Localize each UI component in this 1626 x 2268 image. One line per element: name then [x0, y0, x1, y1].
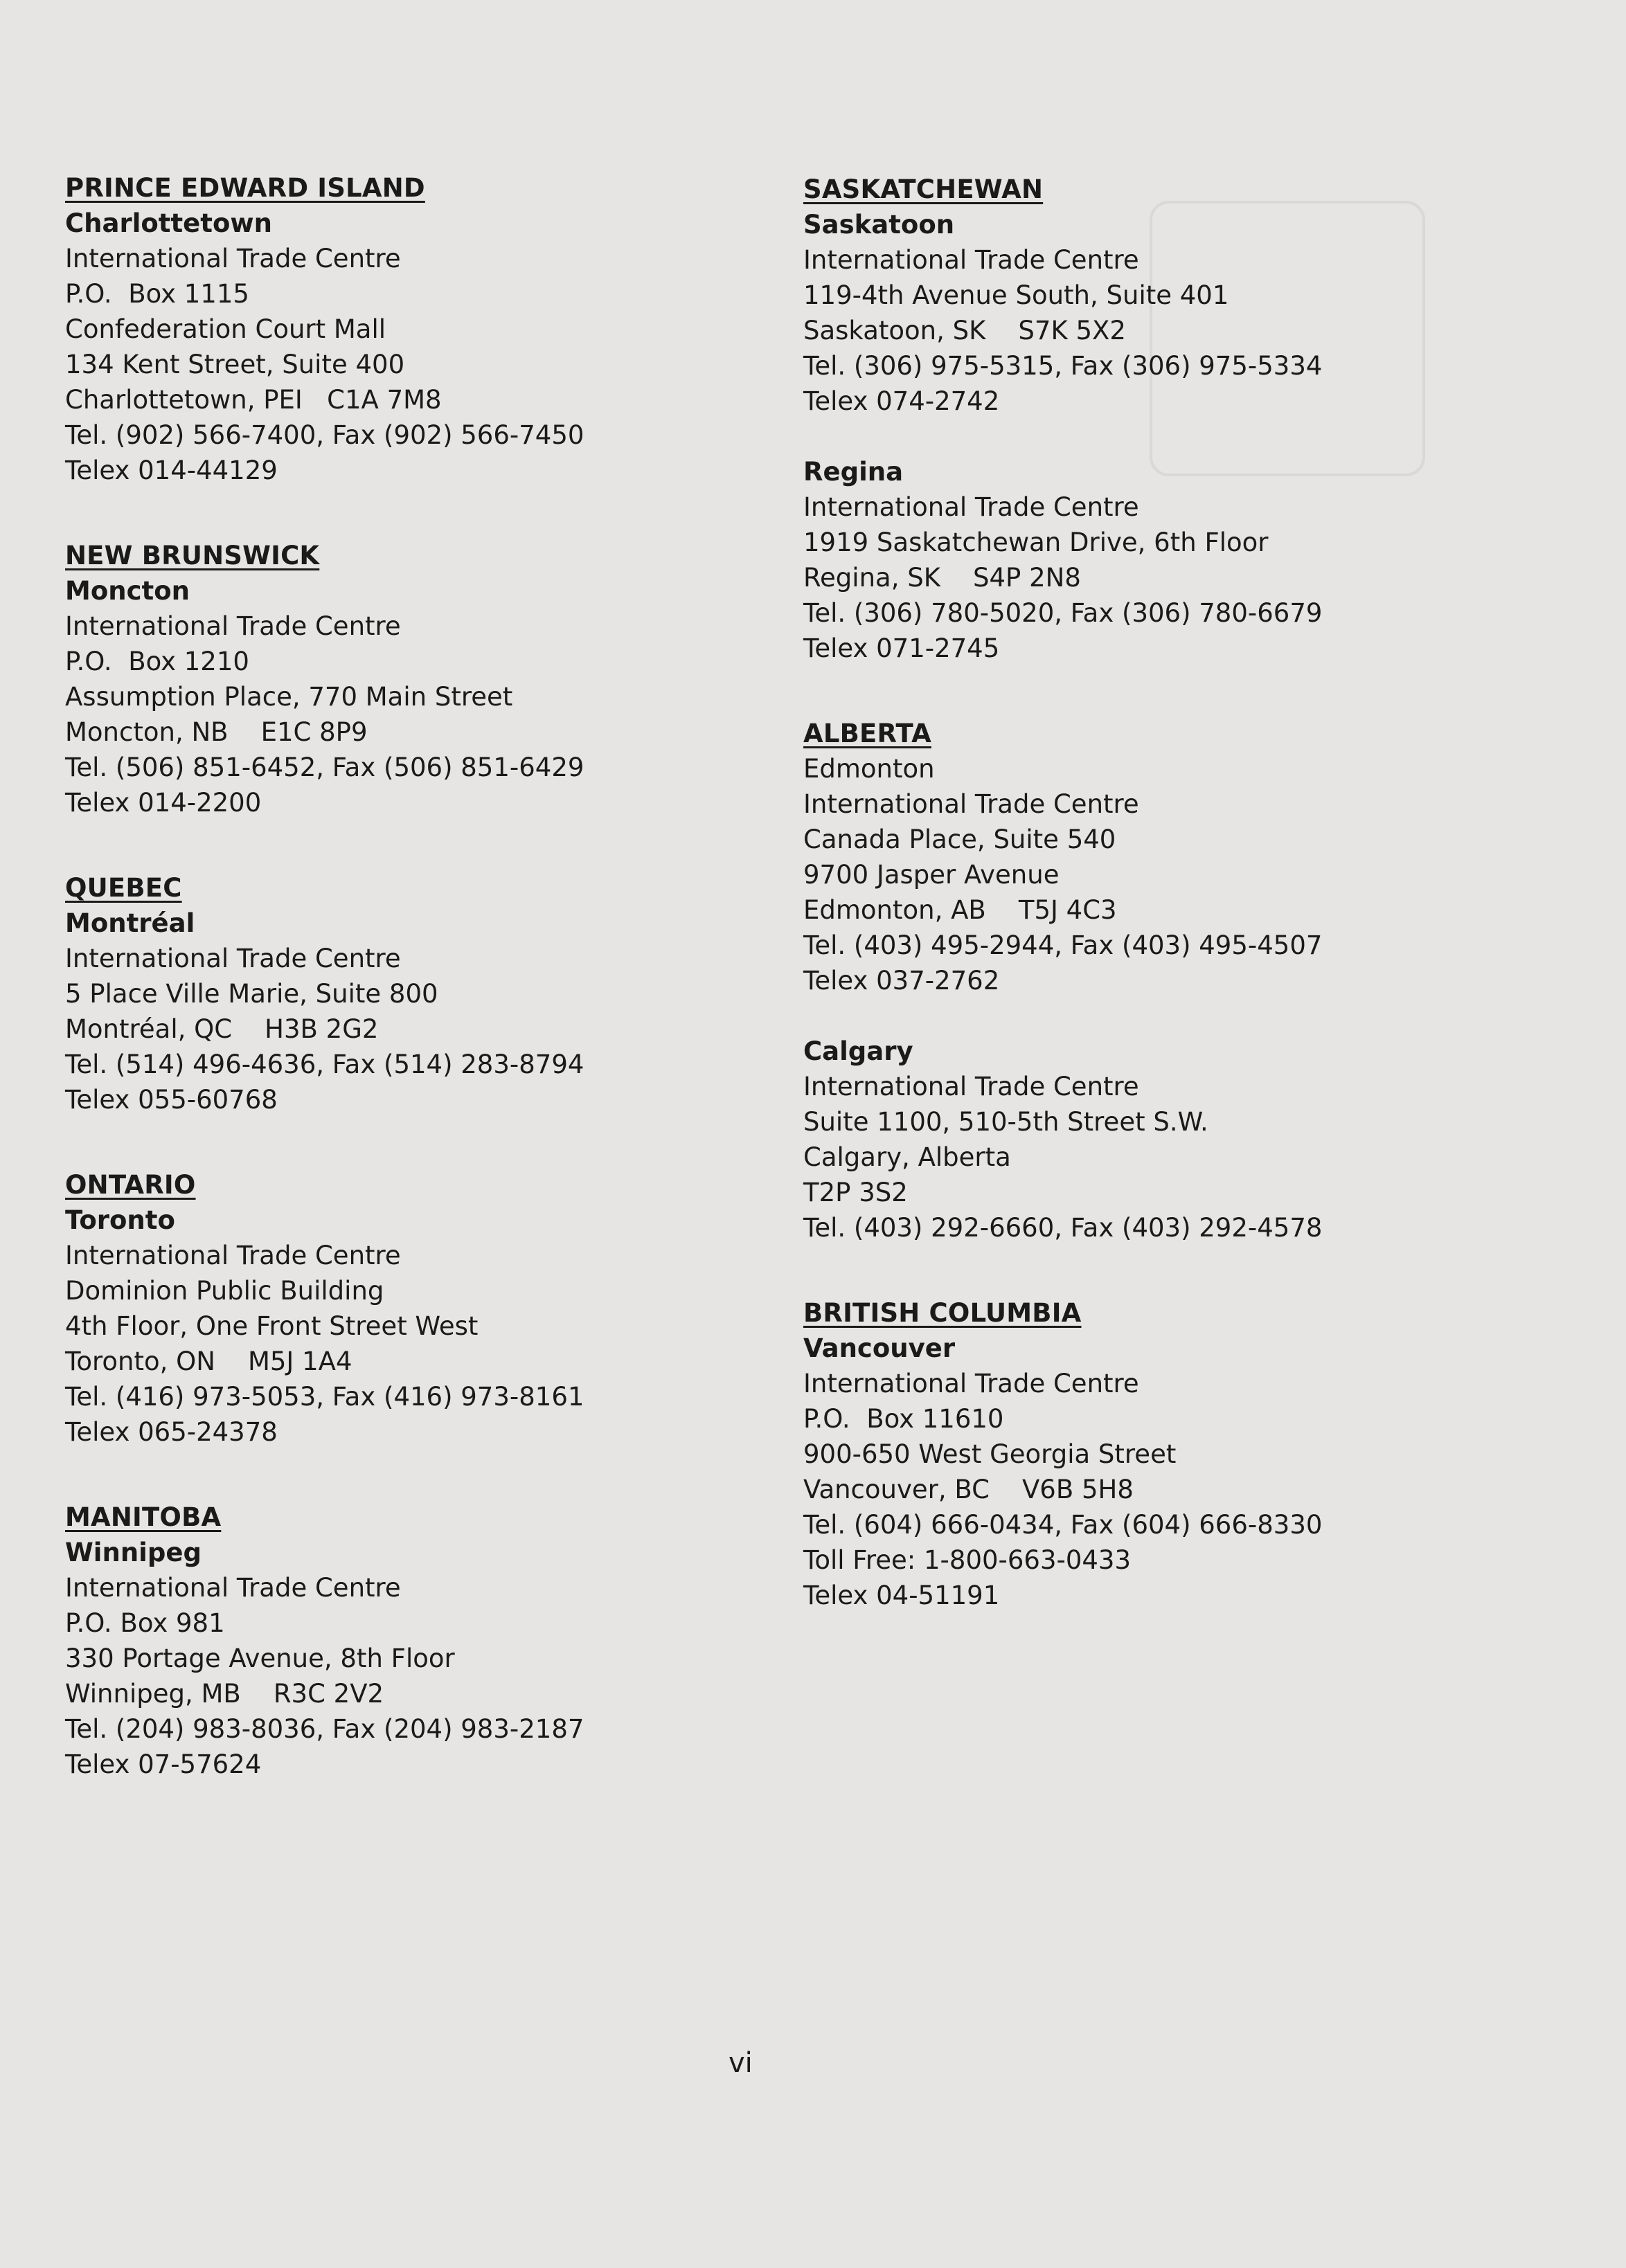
address-line: Toll Free: 1-800-663-0433 — [803, 1545, 1132, 1575]
page-number: vi — [729, 2047, 753, 2079]
office-block — [803, 1034, 1496, 1245]
address-line: T2P 3S2 — [803, 1178, 908, 1207]
address-line: Telex 014-44129 — [65, 456, 278, 485]
address-line: International Trade Centre — [803, 1369, 1139, 1398]
address-line: Canada Place, Suite 540 — [803, 825, 1116, 854]
office-block — [65, 906, 758, 1117]
address-line: International Trade Centre — [65, 1241, 401, 1270]
address-line: Telex 04-51191 — [803, 1581, 1000, 1610]
office-block — [803, 454, 1496, 666]
address-line: Confederation Court Mall — [65, 314, 386, 344]
address-line: Tel. (403) 292-6660, Fax (403) 292-4578 — [803, 1213, 1323, 1243]
office-block — [65, 1535, 758, 1782]
address-line: Assumption Place, 770 Main Street — [65, 682, 513, 712]
address-line: Saskatoon, SK S7K 5X2 — [803, 316, 1126, 345]
address-line: 4th Floor, One Front Street West — [65, 1311, 479, 1341]
address-line: Moncton, NB E1C 8P9 — [65, 717, 368, 747]
address-line: Tel. (514) 496-4636, Fax (514) 283-8794 — [65, 1050, 584, 1079]
province-heading: SASKATCHEWAN — [803, 174, 1044, 204]
address-line: Calgary, Alberta — [803, 1142, 1011, 1172]
right-column — [803, 172, 1496, 1663]
address-line: Toronto, ON M5J 1A4 — [65, 1347, 352, 1376]
address-line: International Trade Centre — [65, 611, 401, 641]
city-name: Edmonton — [803, 754, 935, 784]
address-line: Tel. (902) 566-7400, Fax (902) 566-7450 — [65, 420, 584, 450]
address-line: Tel. (506) 851-6452, Fax (506) 851-6429 — [65, 753, 584, 782]
address-line: Telex 055-60768 — [65, 1085, 278, 1115]
address-line: International Trade Centre — [803, 492, 1139, 522]
address-line: Tel. (306) 975-5315, Fax (306) 975-5334 — [803, 351, 1323, 381]
address-line: Tel. (403) 495-2944, Fax (403) 495-4507 — [803, 930, 1323, 960]
city-name: Toronto — [65, 1205, 175, 1235]
address-line: Regina, SK S4P 2N8 — [803, 563, 1081, 593]
province-heading: BRITISH COLUMBIA — [803, 1298, 1082, 1328]
province-section — [803, 716, 1496, 1245]
city-name: Charlottetown — [65, 208, 272, 238]
address-line: Suite 1100, 510-5th Street S.W. — [803, 1107, 1208, 1137]
city-name: Vancouver — [803, 1333, 956, 1363]
address-line: Tel. (416) 973-5053, Fax (416) 973-8161 — [65, 1382, 584, 1412]
address-line: Charlottetown, PEI C1A 7M8 — [65, 385, 442, 415]
address-line: 900-650 West Georgia Street — [803, 1439, 1177, 1469]
address-line: Montréal, QC H3B 2G2 — [65, 1014, 379, 1044]
address-line: International Trade Centre — [803, 789, 1139, 819]
address-line: Winnipeg, MB R3C 2V2 — [65, 1679, 384, 1709]
province-heading: ONTARIO — [65, 1170, 196, 1200]
city-name: Saskatoon — [803, 210, 955, 240]
address-line: International Trade Centre — [65, 944, 401, 973]
office-block — [803, 1331, 1496, 1613]
address-line: International Trade Centre — [65, 1573, 401, 1603]
province-section — [65, 538, 758, 820]
address-line: International Trade Centre — [65, 244, 401, 273]
province-section — [65, 1167, 758, 1450]
address-line: Vancouver, BC V6B 5H8 — [803, 1475, 1134, 1504]
address-line: 5 Place Ville Marie, Suite 800 — [65, 979, 438, 1009]
city-name: Montréal — [65, 908, 195, 938]
address-line: Telex 014-2200 — [65, 788, 262, 818]
province-section — [65, 1500, 758, 1782]
city-name: Winnipeg — [65, 1538, 202, 1567]
province-heading: MANITOBA — [65, 1502, 222, 1532]
address-line: Tel. (604) 666-0434, Fax (604) 666-8330 — [803, 1510, 1323, 1540]
office-block — [803, 751, 1496, 998]
address-line: Telex 07-57624 — [65, 1749, 262, 1779]
address-line: Tel. (204) 983-8036, Fax (204) 983-2187 — [65, 1714, 584, 1744]
office-block — [803, 207, 1496, 419]
province-section — [803, 1295, 1496, 1613]
city-name: Moncton — [65, 576, 190, 606]
province-section — [65, 170, 758, 488]
address-line: Telex 065-24378 — [65, 1417, 278, 1447]
address-line: Tel. (306) 780-5020, Fax (306) 780-6679 — [803, 598, 1323, 628]
province-heading: NEW BRUNSWICK — [65, 541, 320, 570]
address-line: P.O. Box 1115 — [65, 279, 249, 309]
address-line: Telex 037-2762 — [803, 966, 1000, 996]
office-block — [65, 206, 758, 488]
province-section — [65, 870, 758, 1117]
province-section — [803, 172, 1496, 666]
office-block — [65, 1203, 758, 1450]
province-heading: ALBERTA — [803, 719, 931, 748]
province-heading: QUEBEC — [65, 873, 182, 903]
address-line: Edmonton, AB T5J 4C3 — [803, 895, 1117, 925]
address-line: 9700 Jasper Avenue — [803, 860, 1060, 890]
city-name: Calgary — [803, 1036, 913, 1066]
address-line: 119-4th Avenue South, Suite 401 — [803, 280, 1229, 310]
left-column — [65, 170, 758, 1832]
city-name: Regina — [803, 457, 904, 487]
address-line: Dominion Public Building — [65, 1276, 384, 1306]
address-line: Telex 071-2745 — [803, 633, 1000, 663]
address-line: 134 Kent Street, Suite 400 — [65, 350, 405, 379]
address-line: P.O. Box 11610 — [803, 1404, 1004, 1434]
address-line: P.O. Box 1210 — [65, 647, 249, 676]
office-block — [65, 573, 758, 820]
address-line: P.O. Box 981 — [65, 1608, 225, 1638]
province-heading: PRINCE EDWARD ISLAND — [65, 173, 425, 203]
address-line: Telex 074-2742 — [803, 386, 1000, 416]
address-line: 1919 Saskatchewan Drive, 6th Floor — [803, 528, 1269, 557]
address-line: International Trade Centre — [803, 245, 1139, 275]
address-line: International Trade Centre — [803, 1072, 1139, 1101]
address-line: 330 Portage Avenue, 8th Floor — [65, 1644, 455, 1673]
